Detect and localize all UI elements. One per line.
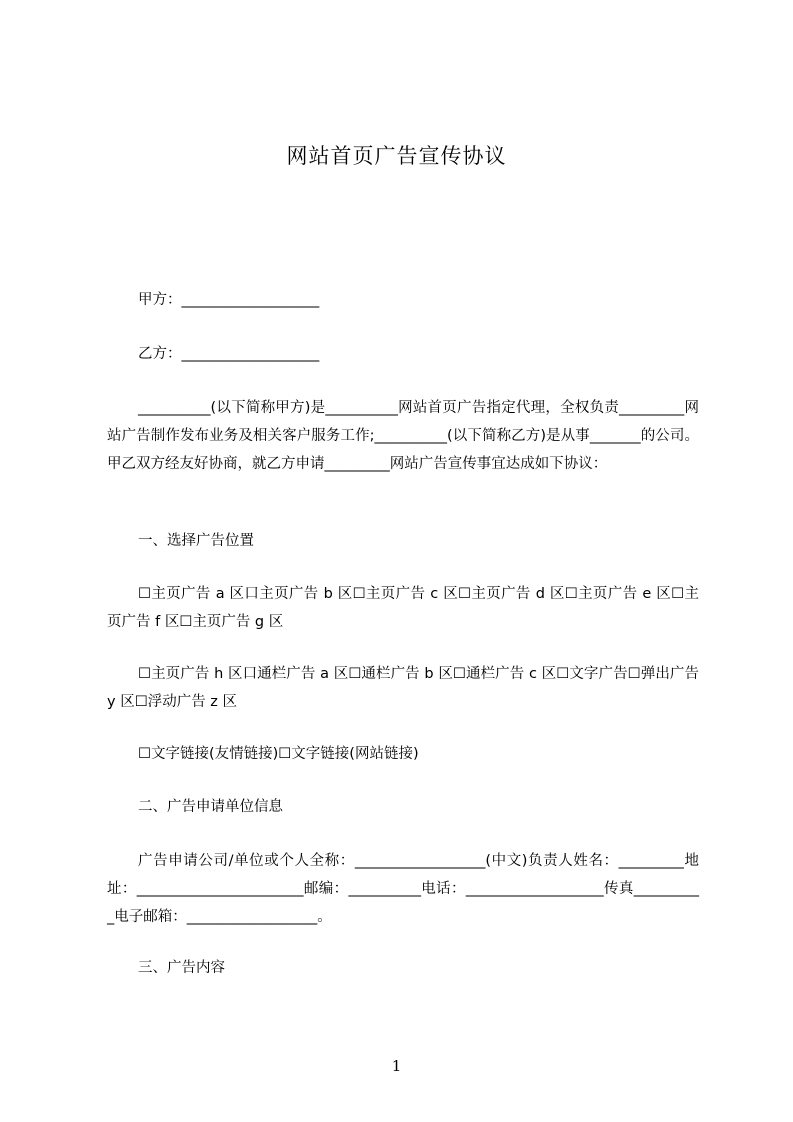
section-1-heading: 一、选择广告位置 [138, 533, 254, 549]
ad-position-options-3: ☐文字链接(友情链接)☐文字链接(网站链接) [138, 746, 419, 762]
document-title: 网站首页广告宣传协议 [286, 144, 507, 168]
party-b-line: 乙方：___________________ [138, 346, 320, 362]
applicant-info-paragraph: 广告申请公司/单位或个人全称：__________________(中文)负责人姓名：_________地址：_______________________邮编：__________电话：___________________传真__________电子邮箱：__________________。 [107, 853, 699, 925]
party-a-line: 甲方：___________________ [138, 292, 320, 308]
page-number: 1 [391, 1057, 402, 1075]
intro-paragraph: __________(以下简称甲方)是__________网站首页广告指定代理，全权负责_________网站广告制作发布业务及相关客户服务工作;__________(以下简称乙方)是从事_______的公司。甲乙双方经友好协商，就乙方申请_________网站广告宣传事宜达成如下协议： [107, 400, 699, 472]
section-3-heading: 三、广告内容 [138, 960, 225, 976]
ad-position-options-2: ☐主页广告 h 区口通栏广告 a 区☐通栏广告 b 区☐通栏广告 c 区☐文字广告☐弹出广告 y 区☐浮动广告 z 区 [107, 666, 699, 710]
ad-position-options-1: ☐主页广告 a 区口主页广告 b 区☐主页广告 c 区☐主页广告 d 区☐主页广告 e 区☐主页广告 f 区☐主页广告 g 区 [107, 586, 699, 630]
section-2-heading: 二、广告申请单位信息 [138, 799, 283, 815]
